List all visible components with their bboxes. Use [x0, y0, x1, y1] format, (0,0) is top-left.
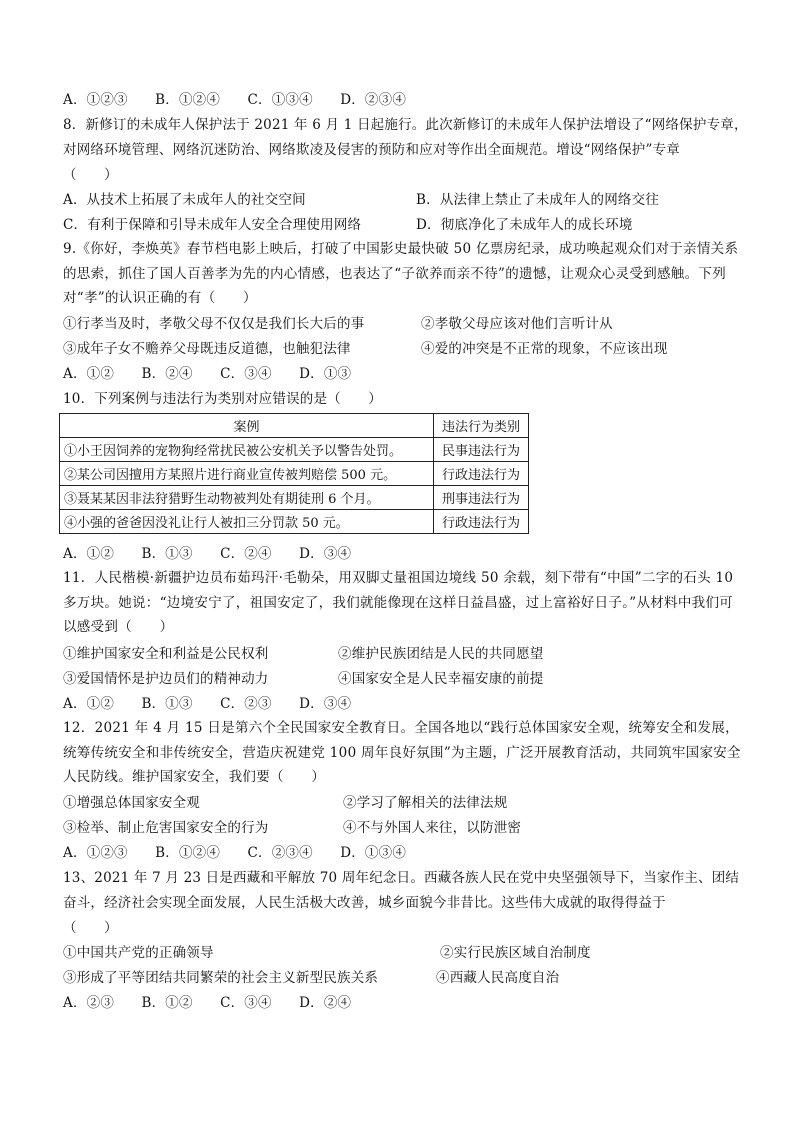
table-header-case: 案例: [60, 414, 434, 438]
table-cell-case: ②某公司因擅用方某照片进行商业宣传被判赔偿 500 元。: [60, 462, 434, 486]
table-cell-case: ④小强的爸爸因没礼让行人被扣三分罚款 50 元。: [60, 510, 434, 534]
q11-option-2: ②维护民族团结是人民的共同愿望: [338, 646, 544, 662]
q8-stem-line2: 对网络环境管理、网络沉迷防治、网络欺凌及侵害的预防和应对等作出全面规范。增设“网络保护”专章: [63, 142, 681, 158]
table-cell-case: ①小王因饲养的宠物狗经常扰民被公安机关予以警告处罚。: [60, 438, 434, 462]
q13-stem-line1: 13、2021 年 7 月 23 日是西藏和平解放 70 周年纪念日。西藏各族人民在党中央坚强领导下，当家作主、团结: [63, 870, 740, 886]
q10-stem: 10．下列案例与违法行为类别对应错误的是（ ）: [63, 391, 382, 407]
q8-option-d: D．彻底净化了未成年人的成长环境: [416, 217, 633, 233]
q12-option-3: ③检举、制止危害国家安全的行为: [63, 820, 269, 836]
q8-option-b: B．从法律上禁止了未成年人的网络交往: [416, 192, 660, 208]
table-header-category: 违法行为类别: [434, 414, 529, 438]
q13-answer-paren: （ ）: [63, 920, 118, 936]
q8-option-a: A．从技术上拓展了未成年人的社交空间: [63, 192, 306, 208]
q12-option-2: ②学习了解相关的法律法规: [343, 795, 508, 811]
table-row: [60, 438, 529, 462]
q9-option-4: ④爱的冲突是不正常的现象，不应该出现: [421, 341, 668, 357]
q13-option-4: ④西藏人民高度自治: [436, 970, 560, 986]
q11-option-1: ①维护国家安全和利益是公民权利: [63, 646, 269, 662]
q8-answer-paren: （ ）: [63, 167, 118, 183]
q12-stem: 12．2021 年 4 月 15 日是第六个全民国家安全教育日。全国各地以“践行总体国家安全观，统筹安全和发展，统筹传统安全和非传统安全，营造庆祝建党 100 周年良好氛围”为主题，广泛开展教育活动，共同筑牢国家安全人民防线。维护国家安全，我们要（ ）: [63, 720, 741, 785]
q8-stem-line1: 8．新修订的未成年人保护法于 2021 年 6 月 1 日起施行。此次新修订的未成年人保护法增设了“网络保护专章，: [63, 117, 748, 133]
q12-answer-options: A．①②③ B．①②④ C．②③④ D．①③④: [63, 845, 407, 861]
table-cell-category: 刑事违法行为: [434, 486, 529, 510]
q8-option-c: C．有利于保障和引导未成年人安全合理使用网络: [63, 217, 362, 233]
table-cell-category: 民事违法行为: [434, 438, 529, 462]
q10-answer-options: A．①② B．①③ C．②④ D．③④: [63, 546, 352, 562]
q13-answer-options: A．②③ B．①② C．③④ D．②④: [63, 995, 352, 1011]
q9-option-3: ③成年子女不赡养父母既违反道德，也触犯法律: [63, 341, 351, 357]
table-row: [60, 462, 529, 486]
table-cell-category: 行政违法行为: [434, 510, 529, 534]
table-cell-category: 行政违法行为: [434, 462, 529, 486]
table-cell-case: ③聂某某因非法狩猎野生动物被判处有期徒刑 6 个月。: [60, 486, 434, 510]
q11-option-4: ④国家安全是人民幸福安康的前提: [338, 671, 544, 687]
q10-case-table: [59, 413, 529, 534]
table-row: [60, 510, 529, 534]
q12-option-1: ①增强总体国家安全观: [63, 795, 200, 811]
q13-stem-line2: 奋斗，经济社会实现全面发展，人民生活极大改善，城乡面貌今非昔比。这些伟大成就的取得得益于: [63, 895, 666, 911]
table-row: [60, 486, 529, 510]
q11-stem: 11．人民楷模·新疆护边员布茹玛汗·毛勒朵，用双脚丈量祖国边境线 50 余载，刻下带有“中国”二字的石头 10 多万块。她说：“边境安宁了，祖国安定了，我们就能像现在这样日益昌盛，过上富裕好日子。”从材料中我们可以感受到（ ）: [63, 570, 734, 635]
q13-option-3: ③形成了平等团结共同繁荣的社会主义新型民族关系: [63, 970, 379, 986]
table-header-row: [60, 414, 529, 438]
q13-option-2: ②实行民族区域自治制度: [440, 945, 591, 961]
q11-answer-options: A．①② B．①③ C．②③ D．③④: [63, 696, 352, 712]
q11-option-3: ③爱国情怀是护边员们的精神动力: [63, 671, 269, 687]
q9-option-1: ①行孝当及时，孝敬父母不仅仅是我们长大后的事: [63, 316, 365, 332]
q12-option-4: ④不与外国人来往，以防泄密: [343, 820, 522, 836]
q9-answer-options: A．①② B．②④ C．③④ D．①③: [63, 366, 352, 382]
q13-option-1: ①中国共产党的正确领导: [63, 945, 214, 961]
q7-answer-options: A．①②③ B．①②④ C．①③④ D．②③④: [63, 92, 407, 108]
q9-option-2: ②孝敬父母应该对他们言听计从: [421, 316, 613, 332]
q9-stem: 9.《你好，李焕英》春节档电影上映后，打破了中国影史最快破 50 亿票房纪录，成功唤起观众们对于亲情关系的思索，抓住了国人百善孝为先的内心情感，也表达了“子欲养而亲不待”的遗憾，让观众心灵受到感触。下列对“孝”的认识正确的有（ ）: [63, 241, 739, 306]
